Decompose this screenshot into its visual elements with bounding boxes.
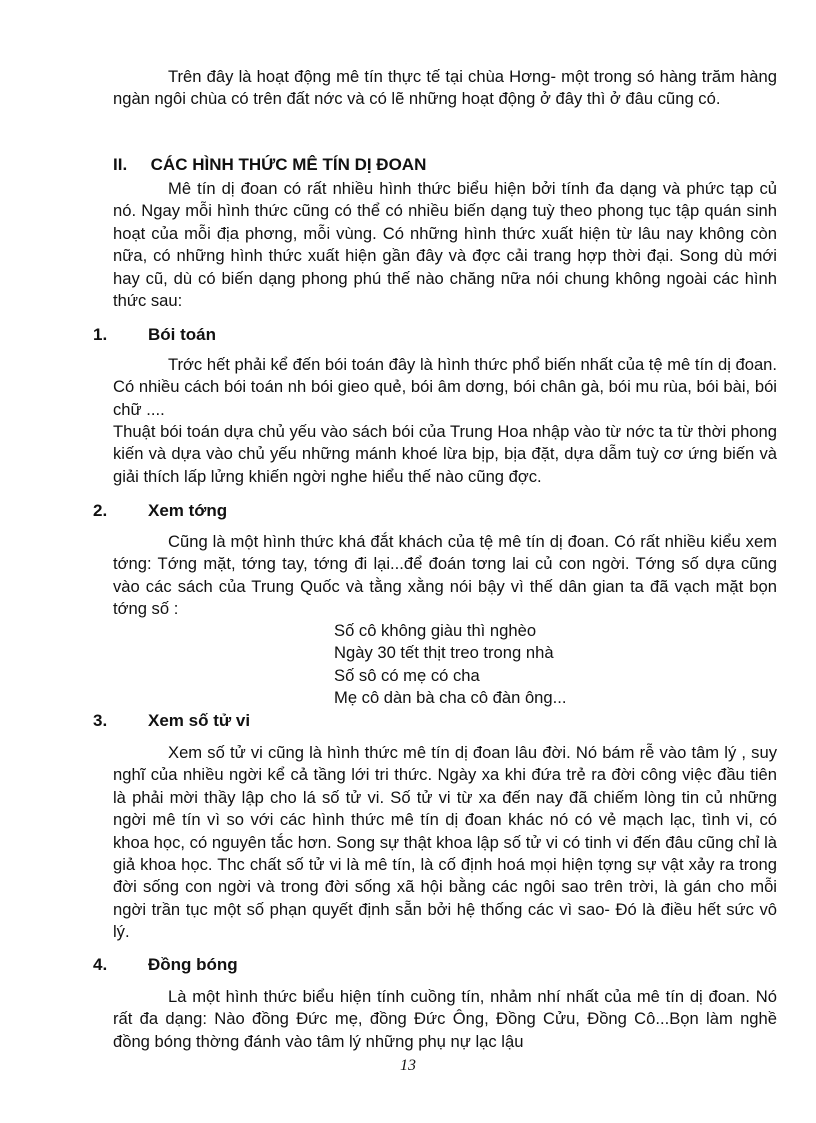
subsection-3-paragraph: Xem số tử vi cũng là hình thức mê tín dị đoan lâu đời. Nó bám rễ vào tâm lý , suy nghĩ của nhiều ngời kể cả tầng lới tri thức. Ngày xa khi đứa trẻ ra đời công việc đầu tiên là phải mời thầy lập cho lá số tử vi. Số tử vi từ xa đến nay đã chiếm lòng tin củ những ngời mê tín vì so với các hình thức mê tín dị đoan khác nó có vẻ mạch lạc, tình vi, có khoa học, có nguyên tắc hơn. Song sự thật khoa lập số tử vi có tinh vi đến đâu cũng chỉ là giả khoa học. Thc chất số tử vi là mê tín, là cố định hoá mọi hiện tợng sự vật xảy ra trong đời sống con ngời và trong đời sống xã hội bằng các ngôi sao trên trời, là gán cho mỗi ngời trần tục một số phạn quyết định sẵn bởi hệ thống các vì sao- Đó là điều hết sức vô lý. — [113, 743, 777, 942]
subsection-2-title: Xem tớng — [148, 501, 228, 520]
subsection-1-title: Bói toán — [148, 325, 216, 344]
subsection-1-paragraph-2: Thuật bói toán dựa chủ yếu vào sách bói của Trung Hoa nhập vào từ nớc ta từ thời phong kiến và dựa vào chủ yếu những mánh khoé lừa bịp, bịa đặt, dựa dẫm tuỳ cơ ứng biến và giải thích lấp lửng khiến ngời nghe hiểu thế nào cũng đợc. — [113, 422, 777, 486]
folk-verse — [334, 620, 566, 710]
section-paragraph: Mê tín dị đoan có rất nhiều hình thức biểu hiện bởi tính đa dạng và phức tạp củ nó. Ngay mỗi hình thức cũng có thể có nhiều biến dạng tuỳ theo phong tục tập quán sinh hoạt của mỗi địa phơng, mỗi vùng. Có những hình thức xuất hiện từ lâu nay không còn nữa, có những hình thức xuất hiện gần đây và đợc cải trang hợp thời đại. Song dù mới hay cũ, dù có biến dạng phong phú thế nào chăng nữa nói chung không ngoài các hình thức sau: — [113, 179, 777, 311]
subsection-1-number: 1. — [93, 325, 108, 344]
intro-paragraph: Trên đây là hoạt động mê tín thực tế tại chùa Hơng- một trong só hàng trăm hàng ngàn ngôi chùa có trên đất nớc và có lẽ những hoạt động ở đây thì ở đâu cũng có. — [113, 67, 777, 109]
section-number: II. — [113, 155, 128, 174]
subsection-4-title: Đồng bóng — [148, 955, 238, 974]
verse-line: Số sô có mẹ có cha — [334, 665, 480, 685]
subsection-1-paragraph-1: Trớc hết phải kể đến bói toán đây là hình thức phổ biến nhất của tệ mê tín dị đoan. Có nhiều cách bói toán nh bói gieo quẻ, bói âm dơng, bói chân gà, bói mu rùa, bói bài, bói chữ .... — [113, 355, 778, 419]
section-heading — [113, 154, 426, 176]
verse-line: Mẹ cô dàn bà cha cô đàn ông... — [334, 688, 567, 708]
verse-line: Số cô không giàu thì nghèo — [334, 621, 537, 640]
subsection-2-paragraph: Cũng là một hình thức khá đắt khách của tệ mê tín dị đoan. Có rất nhiều kiểu xem tớng: Tớng mặt, tớng tay, tớng đi lại...để đoán tơng lai củ con ngời. Tớng số dựa cũng vào các sách của Trung Quốc và tằng xằng nói bậy vì thế dân gian ta đã vạch mặt bọn tớng số : — [113, 532, 777, 619]
page-number: 13 — [400, 1057, 416, 1074]
subsection-4-number: 4. — [93, 955, 108, 974]
subsection-4-paragraph: Là một hình thức biểu hiện tính cuồng tín, nhảm nhí nhất của mê tín dị đoan. Nó rất đa dạng: Nào đồng Đức mẹ, đồng Đức Ông, Đồng Cửu, Đồng Cô...Bọn làm nghề đồng bóng thờng đánh vào tâm lý những phụ nự lạc lậu — [113, 987, 777, 1051]
subsection-3-title: Xem số tử vi — [148, 711, 251, 730]
section-title: CÁC HÌNH THỨC MÊ TÍN DỊ ĐOAN — [150, 155, 427, 174]
subsection-2-number: 2. — [93, 501, 108, 520]
subsection-3-number: 3. — [93, 711, 108, 730]
verse-line: Ngày 30 tết thịt treo trong nhà — [334, 643, 554, 663]
